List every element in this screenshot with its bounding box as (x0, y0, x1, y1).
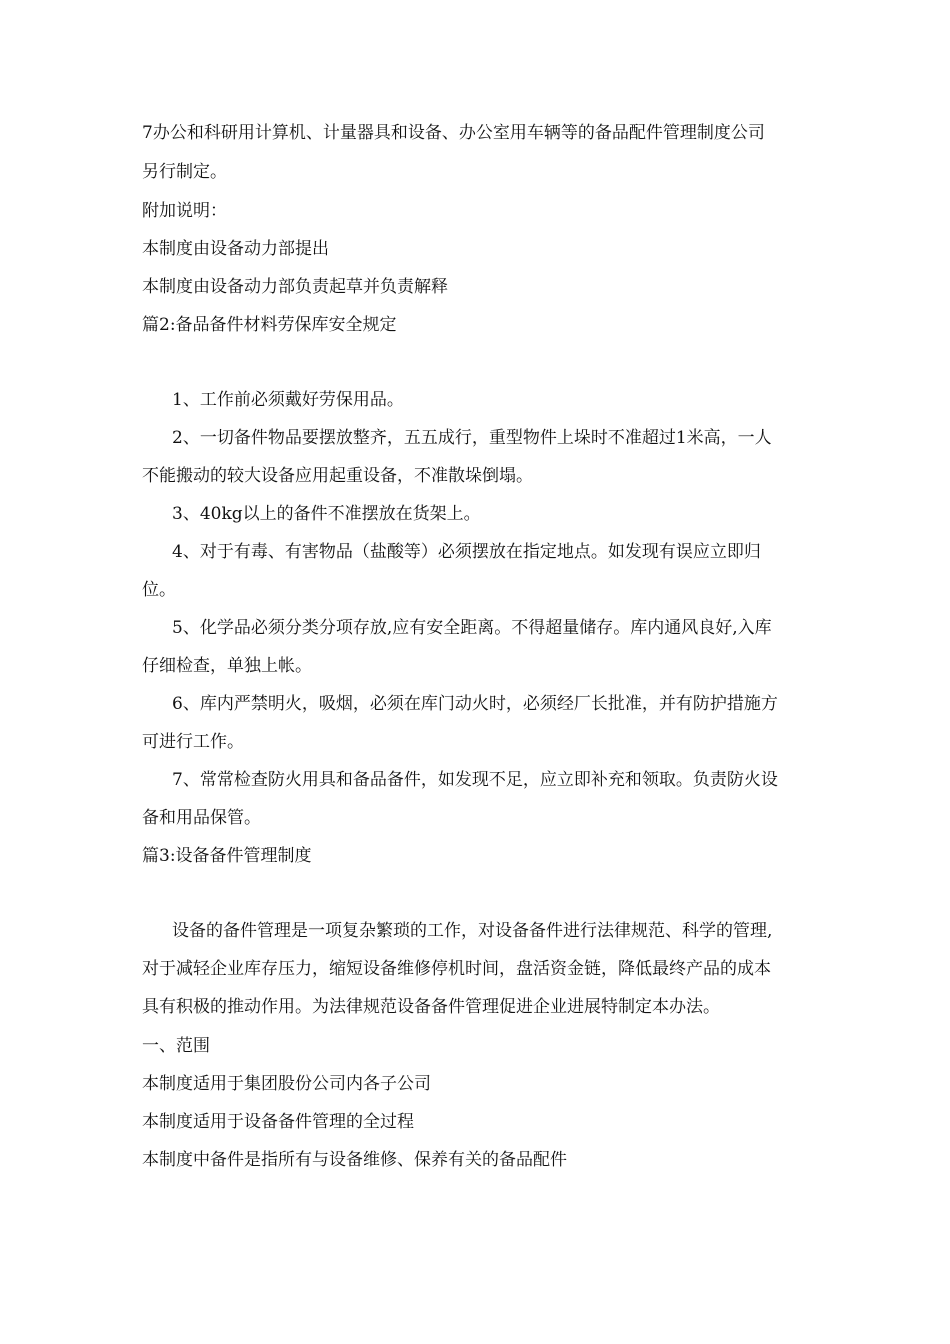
text-line: 本制度由设备动力部负责起草并负责解释 (142, 277, 448, 297)
text-line: 本制度适用于设备备件管理的全过程 (142, 1112, 414, 1132)
text-line: 附加说明： (142, 201, 227, 221)
text-line: 仔细检查，单独上帐。 (142, 656, 312, 676)
text-line: 本制度中备件是指所有与设备维修、保养有关的备品配件 (142, 1150, 567, 1170)
section-heading: 篇2:备品备件材料劳保库安全规定 (142, 315, 397, 335)
text-line: 备和用品保管。 (142, 808, 261, 828)
text-line: 对于减轻企业库存压力，缩短设备维修停机时间，盘活资金链，降低最终产品的成本 (142, 959, 771, 979)
text-line: 2、一切备件物品要摆放整齐，五五成行，重型物件上垛时不准超过1米高，一人 (172, 428, 772, 448)
text-line: 本制度由设备动力部提出 (142, 239, 329, 259)
text-line: 本制度适用于集团股份公司内各子公司 (142, 1074, 431, 1094)
text-line: 设备的备件管理是一项复杂繁琐的工作，对设备备件进行法律规范、科学的管理, (172, 921, 773, 941)
text-line: 具有积极的推动作用。为法律规范设备备件管理促进企业进展特制定本办法。 (142, 997, 720, 1017)
text-line: 7办公和科研用计算机、计量器具和设备、办公室用车辆等的备品配件管理制度公司 (142, 123, 765, 143)
text-line: 另行制定。 (142, 162, 227, 182)
section-heading: 篇3:设备备件管理制度 (142, 846, 312, 866)
text-line: 位。 (142, 580, 176, 600)
text-line: 可进行工作。 (142, 732, 244, 752)
text-line: 7、常常检查防火用具和备品备件，如发现不足，应立即补充和领取。负责防火设 (172, 770, 778, 790)
text-line: 1、工作前必须戴好劳保用品。 (172, 390, 404, 410)
text-line: 3、40kg以上的备件不准摆放在货架上。 (172, 504, 481, 524)
text-line: 不能搬动的较大设备应用起重设备，不准散垛倒塌。 (142, 466, 533, 486)
text-line: 5、化学品必须分类分项存放,应有安全距离。不得超量储存。库内通风良好,入库 (172, 618, 772, 638)
text-line: 6、库内严禁明火，吸烟，必须在库门动火时，必须经厂长批准，并有防护措施方 (172, 694, 778, 714)
text-line: 一、范围 (142, 1036, 210, 1056)
text-line: 4、对于有毒、有害物品（盐酸等）必须摆放在指定地点。如发现有误应立即归 (172, 542, 761, 562)
